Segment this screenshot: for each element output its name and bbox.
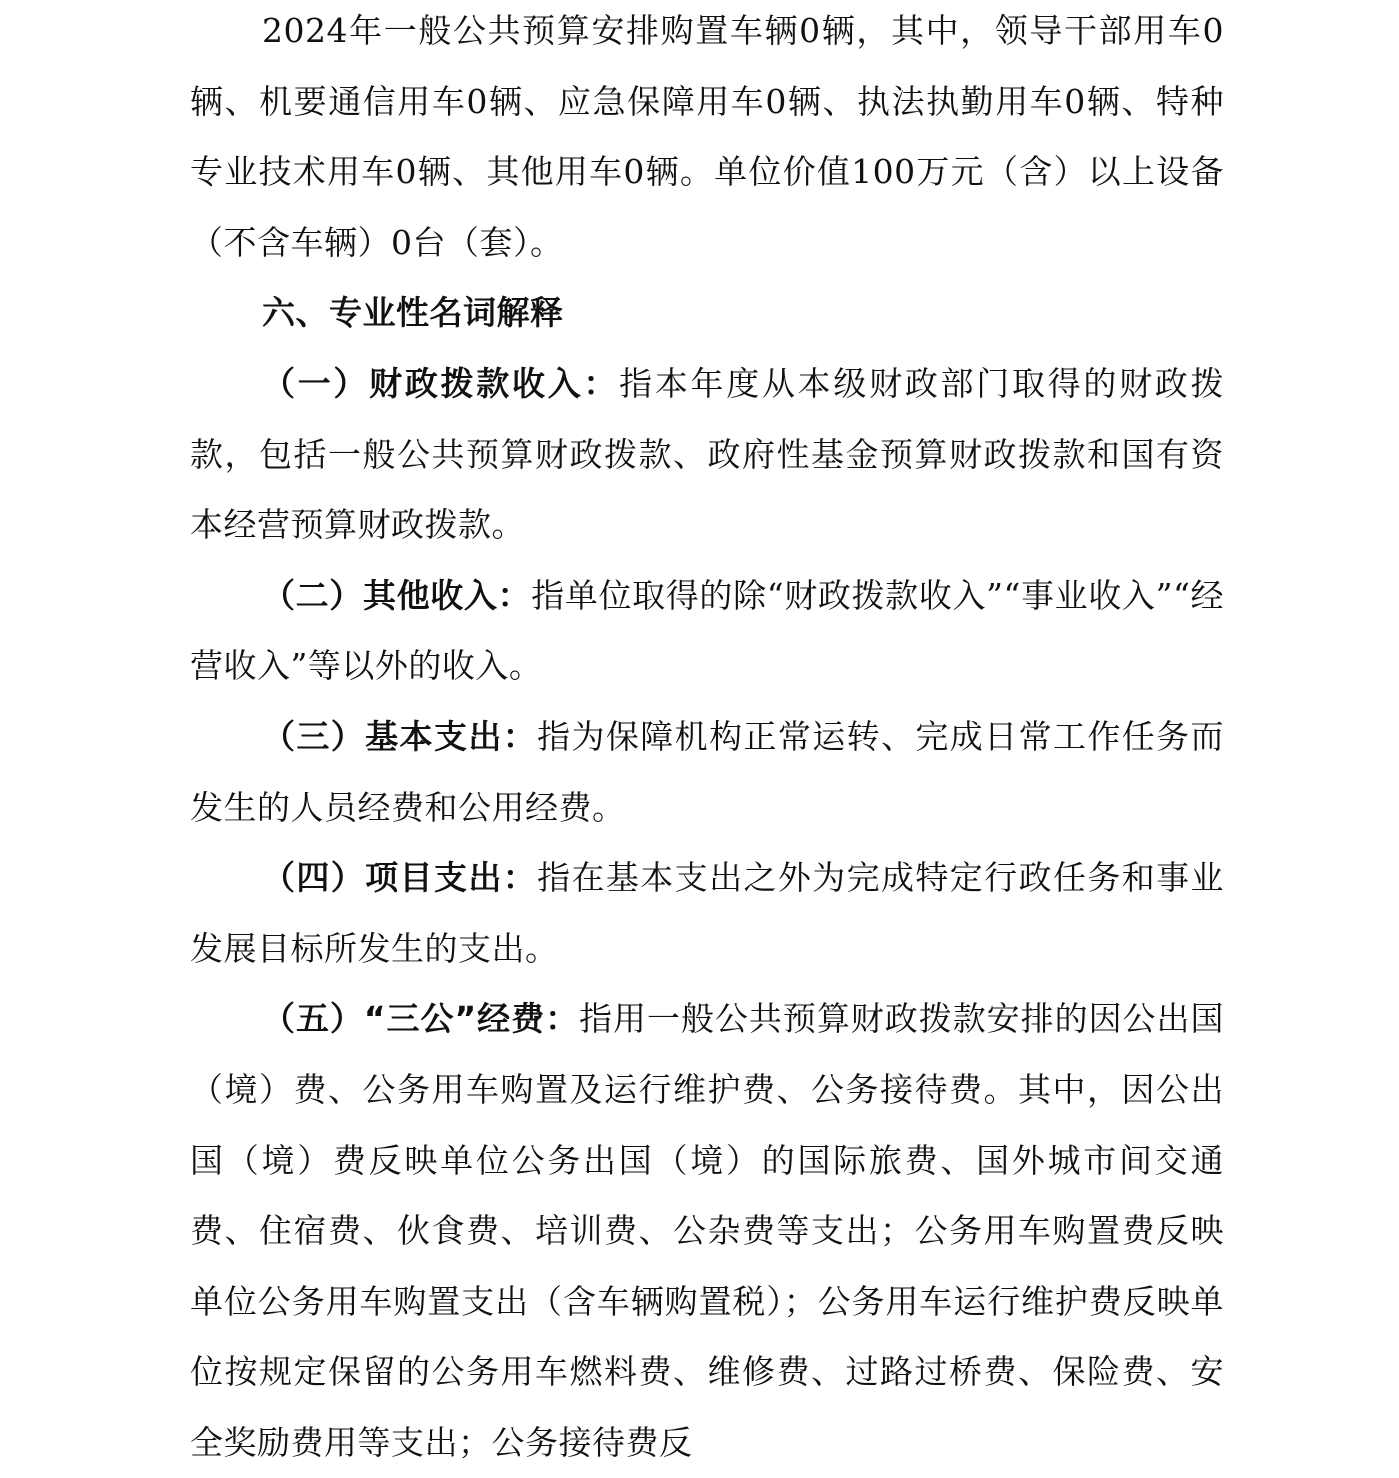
definition-term: （一）财政拨款收入： bbox=[262, 363, 620, 403]
definition-text: 指用一般公共预算财政拨款安排的因公出国（境）费、公务用车购置及运行维护费、公务接待费。其中，因公出国（境）费反映单位公务出国（境）的国际旅费、国外城市间交通费、住宿费、伙食费、培训费、公杂费等支出；公务用车购置费反映单位公务用车购置支出（含车辆购置税）；公务用车运行维护费反映单位按规定保留的公务用车燃料费、维修费、过路过桥费、保险费、安全奖励费用等支出；公务接待费反 bbox=[190, 999, 1224, 1462]
definition-paragraph-1 bbox=[190, 349, 1224, 561]
document-page bbox=[190, 0, 1224, 1478]
definition-term: （二）其他收入： bbox=[262, 575, 532, 615]
definition-text: 指为保障机构正常运转、完成日常工作任务而发生的人员经费和公用经费。 bbox=[190, 716, 1225, 827]
vehicle-purchase-paragraph: 2024年一般公共预算安排购置车辆0辆，其中，领导干部用车0辆、机要通信用车0辆、应急保障用车0辆、执法执勤用车0辆、特种专业技术用车0辆、其他用车0辆。单位价值100万元（含）以上设备（不含车辆）0台（套）。 bbox=[190, 11, 1224, 262]
definition-text: 指本年度从本级财政部门取得的财政拨款，包括一般公共预算财政拨款、政府性基金预算财政拨款和国有资本经营预算财政拨款。 bbox=[190, 363, 1225, 545]
definition-term: （三）基本支出： bbox=[262, 716, 538, 756]
section-heading: 六、专业性名词解释 bbox=[262, 293, 564, 333]
definition-text: 指单位取得的除“财政拨款收入”“事业收入”“经营收入”等以外的收入。 bbox=[190, 575, 1224, 686]
definition-paragraph-5 bbox=[190, 984, 1224, 1478]
definition-paragraph-2 bbox=[190, 561, 1224, 702]
definition-paragraph-4 bbox=[190, 843, 1224, 984]
definition-paragraph-3 bbox=[190, 702, 1224, 843]
definition-text: 指在基本支出之外为完成特定行政任务和事业发展目标所发生的支出。 bbox=[190, 858, 1225, 968]
definition-term: （四）项目支出： bbox=[262, 858, 538, 898]
definition-term: （五）“三公”经费： bbox=[262, 999, 580, 1039]
